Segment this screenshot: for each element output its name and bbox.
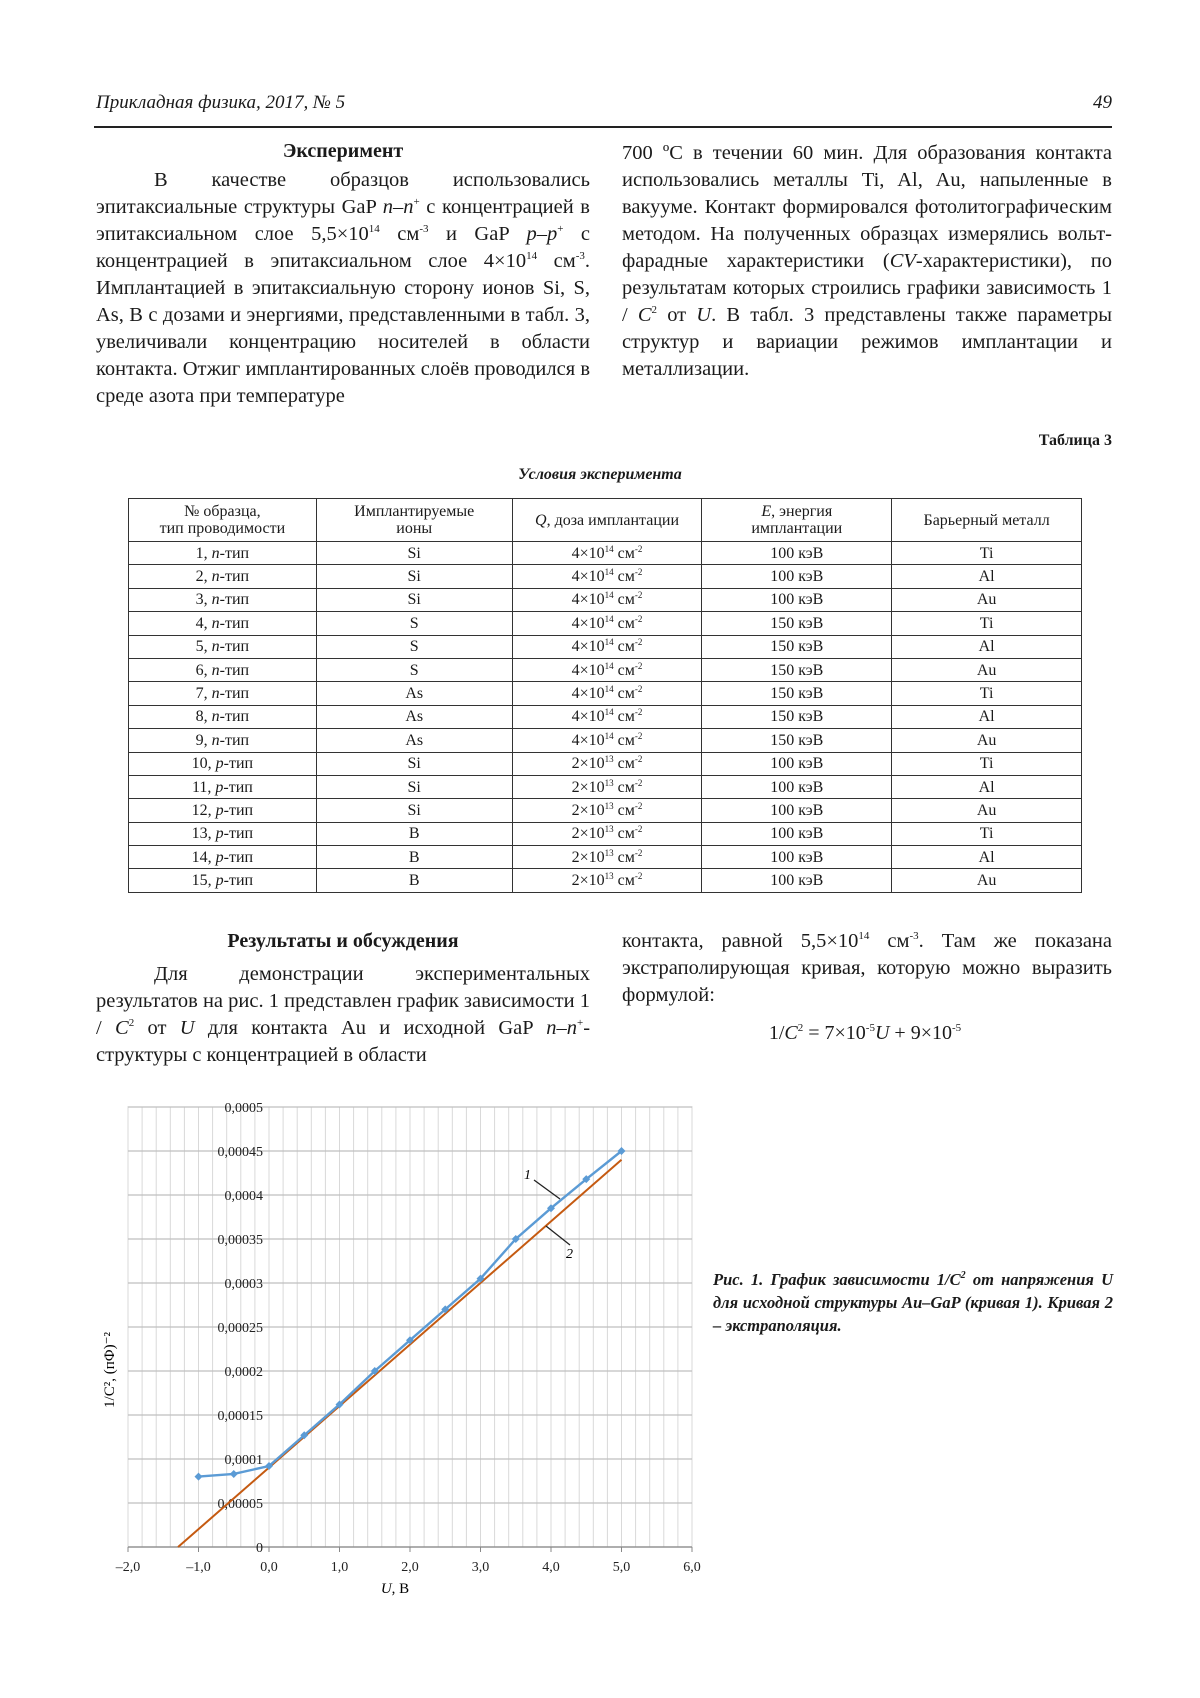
cell-ion: Si bbox=[316, 775, 512, 798]
cell-metal: Ti bbox=[892, 682, 1082, 705]
x-axis-tick-labels bbox=[115, 1560, 701, 1575]
journal-title: Прикладная физика, 2017, № 5 bbox=[96, 92, 346, 113]
cell-sample: 10, p-тип bbox=[129, 752, 317, 775]
y-tick-label: 0,0001 bbox=[224, 1453, 263, 1468]
cell-metal: Ti bbox=[892, 612, 1082, 635]
y-tick-label: 0,0004 bbox=[224, 1189, 263, 1204]
table-row bbox=[129, 775, 1082, 798]
cell-metal: Al bbox=[892, 705, 1082, 728]
cell-metal: Ti bbox=[892, 752, 1082, 775]
x-tick-label: 4,0 bbox=[542, 1560, 560, 1575]
cell-ion: B bbox=[316, 869, 512, 892]
cell-sample: 15, p-тип bbox=[129, 869, 317, 892]
curve-2-label: 2 bbox=[566, 1247, 573, 1262]
table-row bbox=[129, 542, 1082, 565]
table-row bbox=[129, 752, 1082, 775]
cell-dose: $4\times 10^{14}$ $см^{-2}$ bbox=[512, 658, 702, 681]
cell-sample: 13, p-тип bbox=[129, 822, 317, 845]
cell-sample: 2, n-тип bbox=[129, 565, 317, 588]
cell-ion: B bbox=[316, 822, 512, 845]
curve-1-label: 1 bbox=[524, 1168, 531, 1183]
cell-energy: 100 кэВ bbox=[702, 588, 892, 611]
cell-energy: 100 кэВ bbox=[702, 752, 892, 775]
x-tick-label: 0,0 bbox=[260, 1560, 278, 1575]
y-tick-label: 0,00045 bbox=[217, 1145, 263, 1160]
section-title-experiment: Эксперимент bbox=[282, 140, 404, 162]
cell-energy: 100 кэВ bbox=[702, 565, 892, 588]
page-number: 49 bbox=[1093, 92, 1112, 113]
cell-dose: $4\times 10^{14}$ $см^{-2}$ bbox=[512, 635, 702, 658]
table-row bbox=[129, 612, 1082, 635]
table-row bbox=[129, 682, 1082, 705]
cell-metal: Al bbox=[892, 846, 1082, 869]
table-row bbox=[129, 869, 1082, 892]
cell-metal: Ti bbox=[892, 542, 1082, 565]
header-metal: Барьерный металл bbox=[892, 499, 1082, 542]
x-axis-label: U, В bbox=[380, 1581, 410, 1597]
y-tick-label: 0,00005 bbox=[217, 1497, 263, 1512]
cell-ion: Si bbox=[316, 752, 512, 775]
cell-energy: 100 кэВ bbox=[702, 846, 892, 869]
cell-ion: Si bbox=[316, 799, 512, 822]
cell-metal: Al bbox=[892, 775, 1082, 798]
chart-grid bbox=[128, 1107, 692, 1552]
cell-energy: 150 кэВ bbox=[702, 705, 892, 728]
header-dose: Q, доза имплантации bbox=[512, 499, 702, 542]
cell-sample: 1, n-тип bbox=[129, 542, 317, 565]
cell-metal: Au bbox=[892, 658, 1082, 681]
cell-sample: 14, p-тип bbox=[129, 846, 317, 869]
cell-dose: $2\times 10^{13}$ $см^{-2}$ bbox=[512, 822, 702, 845]
cell-dose: $2\times 10^{13}$ $см^{-2}$ bbox=[512, 775, 702, 798]
cell-metal: Al bbox=[892, 565, 1082, 588]
figure-1-chart bbox=[0, 1090, 720, 1610]
cell-sample: 9, n-тип bbox=[129, 729, 317, 752]
cell-metal: Au bbox=[892, 869, 1082, 892]
cell-dose: $4\times 10^{14}$ $см^{-2}$ bbox=[512, 682, 702, 705]
table-header-row bbox=[129, 499, 1082, 542]
cell-metal: Ti bbox=[892, 822, 1082, 845]
y-tick-label: 0,00015 bbox=[217, 1409, 263, 1424]
cell-sample: 12, p-тип bbox=[129, 799, 317, 822]
experiment-paragraph-continued: 700 ºС в течении 60 мин. Для образования контакта использовались металлы Ti, Al, Au, напыленные в вакууме. Контакт формировался фотолитографическим методом. На полученных образцах измерялись вольт-фарадные характеристики (CV-характеристики), по результатам которых строились графики зависимость $1 / C^2$ от U. В табл. 3 представлены также параметры структур и вариации режимов имплантации и металлизации. bbox=[622, 142, 1112, 380]
cell-energy: 100 кэВ bbox=[702, 799, 892, 822]
x-tick-label: –1,0 bbox=[186, 1560, 211, 1575]
x-tick-label: 2,0 bbox=[401, 1560, 419, 1575]
experiment-conditions-table bbox=[128, 498, 1082, 893]
x-tick-label: 5,0 bbox=[612, 1560, 631, 1575]
table-row bbox=[129, 588, 1082, 611]
cell-dose: $2\times 10^{13}$ $см^{-2}$ bbox=[512, 846, 702, 869]
results-right-column bbox=[622, 928, 1112, 1009]
table-row bbox=[129, 822, 1082, 845]
cell-energy: 100 кэВ bbox=[702, 869, 892, 892]
cell-metal: Al bbox=[892, 635, 1082, 658]
cell-dose: $4\times 10^{14}$ $см^{-2}$ bbox=[512, 565, 702, 588]
cell-energy: 150 кэВ bbox=[702, 729, 892, 752]
cell-energy: 100 кэВ bbox=[702, 822, 892, 845]
cell-dose: $4\times 10^{14}$ $см^{-2}$ bbox=[512, 588, 702, 611]
cell-dose: $2\times 10^{13}$ $см^{-2}$ bbox=[512, 869, 702, 892]
cell-metal: Au bbox=[892, 799, 1082, 822]
cell-dose: $2\times 10^{13}$ $см^{-2}$ bbox=[512, 799, 702, 822]
cell-sample: 3, n-тип bbox=[129, 588, 317, 611]
cell-sample: 11, p-тип bbox=[129, 775, 317, 798]
cell-energy: 150 кэВ bbox=[702, 612, 892, 635]
cell-energy: 100 кэВ bbox=[702, 775, 892, 798]
table-row bbox=[129, 658, 1082, 681]
experiment-left-column bbox=[96, 138, 590, 410]
x-tick-label: 1,0 bbox=[330, 1560, 349, 1575]
cell-energy: 150 кэВ bbox=[702, 682, 892, 705]
header-energy: E, энергия имплантации bbox=[702, 499, 892, 542]
x-tick-label: –2,0 bbox=[115, 1560, 141, 1575]
cell-dose: $2\times 10^{13}$ $см^{-2}$ bbox=[512, 752, 702, 775]
cell-ion: B bbox=[316, 846, 512, 869]
cell-metal: Au bbox=[892, 729, 1082, 752]
y-tick-label: 0,0002 bbox=[224, 1365, 263, 1380]
results-left-column bbox=[96, 928, 590, 1069]
figure-caption: Рис. 1. График зависимости $1/C^2$ от напряжения U для исходной структуры Au–GaP (кривая 1). Кривая 2 – экстраполяция. bbox=[713, 1270, 1113, 1335]
extrapolation-formula: $1/C^2 = 7\times 10^{-5}U + 9\times 10^{-5}$ bbox=[768, 1022, 962, 1044]
y-axis-label: 1/C², (пФ)⁻² bbox=[102, 1332, 118, 1408]
table-row bbox=[129, 565, 1082, 588]
cell-sample: 7, n-тип bbox=[129, 682, 317, 705]
table-row bbox=[129, 799, 1082, 822]
cell-dose: $4\times 10^{14}$ $см^{-2}$ bbox=[512, 705, 702, 728]
cell-energy: 100 кэВ bbox=[702, 542, 892, 565]
table-row bbox=[129, 846, 1082, 869]
x-tick-label: 6,0 bbox=[683, 1560, 701, 1575]
results-paragraph: Для демонстрации экспериментальных результатов на рис. 1 представлен график зависимости $1 / C^2$ от U для контакта Au и исходной GaP n–n+-структуры с концентрацией в области bbox=[96, 963, 591, 1066]
y-tick-label: 0 bbox=[256, 1541, 263, 1556]
results-paragraph-continued: контакта, равной $5,5\times 10^{14}$ $см^{-3}$. Там же показана экстраполирующая кривая, которую можно выразить формулой: bbox=[622, 930, 1112, 1006]
cell-sample: 6, n-тип bbox=[129, 658, 317, 681]
header-divider bbox=[94, 126, 1112, 128]
cell-ion: S bbox=[316, 612, 512, 635]
cell-ion: Si bbox=[316, 588, 512, 611]
cell-sample: 4, n-тип bbox=[129, 612, 317, 635]
cell-sample: 8, n-тип bbox=[129, 705, 317, 728]
cell-ion: As bbox=[316, 705, 512, 728]
cell-ion: As bbox=[316, 729, 512, 752]
y-tick-label: 0,00035 bbox=[217, 1233, 263, 1248]
cell-ion: As bbox=[316, 682, 512, 705]
y-tick-label: 0,0005 bbox=[224, 1101, 263, 1116]
cell-sample: 5, n-тип bbox=[129, 635, 317, 658]
x-tick-label: 3,0 bbox=[471, 1560, 490, 1575]
cell-energy: 150 кэВ bbox=[702, 658, 892, 681]
table-row bbox=[129, 729, 1082, 752]
cell-metal: Au bbox=[892, 588, 1082, 611]
cell-dose: $4\times 10^{14}$ $см^{-2}$ bbox=[512, 729, 702, 752]
cell-ion: Si bbox=[316, 565, 512, 588]
header-ions: Имплантируемые ионы bbox=[316, 499, 512, 542]
experiment-paragraph: В качестве образцов использовались эпитаксиальные структуры GaP n–n+ с концентрацией в эпитаксиальном слое $5,5\times 10^{14}$ $см^{-3}$ и GaP p–p+ с концентрацией в эпитаксиальном слое $4\times 10^{14}$ $см^{-3}$. Имплантацией в эпитаксиальную сторону ионов Si, S, As, B с дозами и энергиями, представленными в табл. 3, увеличивали концентрацию носителей в области контакта. Отжиг имплантированных слоёв проводился в среде азота при температуре bbox=[96, 169, 590, 407]
table-row bbox=[129, 635, 1082, 658]
experiment-right-column bbox=[622, 140, 1112, 383]
cell-dose: $4\times 10^{14}$ $см^{-2}$ bbox=[512, 542, 702, 565]
table-label: Таблица 3 bbox=[1038, 432, 1112, 449]
cell-ion: S bbox=[316, 635, 512, 658]
cell-energy: 150 кэВ bbox=[702, 635, 892, 658]
section-title-results: Результаты и обсуждения bbox=[227, 930, 459, 952]
table-title: Условия эксперимента bbox=[518, 466, 682, 483]
table-row bbox=[129, 705, 1082, 728]
header-sample: № образца, тип проводимости bbox=[129, 499, 317, 542]
y-tick-label: 0,00025 bbox=[217, 1321, 263, 1336]
cell-ion: Si bbox=[316, 542, 512, 565]
cell-dose: $4\times 10^{14}$ $см^{-2}$ bbox=[512, 612, 702, 635]
y-tick-label: 0,0003 bbox=[224, 1277, 263, 1292]
cell-ion: S bbox=[316, 658, 512, 681]
